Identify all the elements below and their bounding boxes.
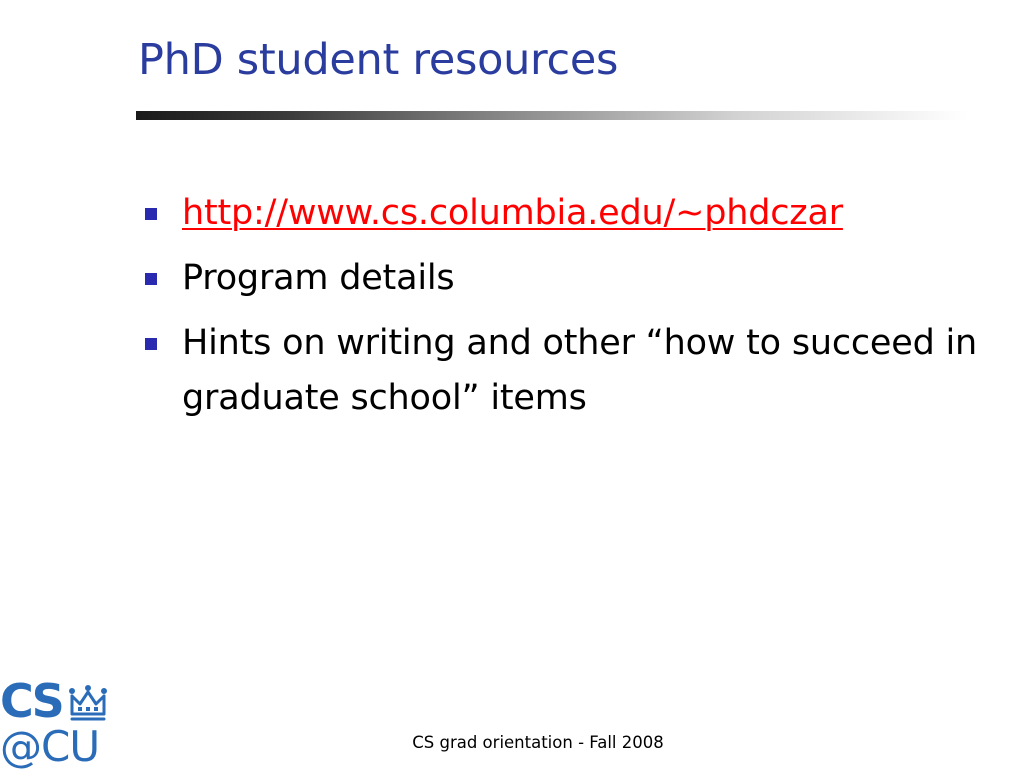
bullet-item-program-details — [145, 251, 1005, 306]
cs-columbia-logo — [0, 674, 112, 771]
square-bullet-icon — [145, 273, 157, 285]
slide-title: PhD student resources — [138, 35, 619, 85]
bullet-text: Program details — [182, 258, 455, 298]
phdczar-link[interactable]: http://www.cs.columbia.edu/~phdczar — [182, 193, 843, 233]
logo-cs-text: CS — [0, 674, 62, 728]
bullet-item-writing-hints — [145, 316, 1005, 426]
bullet-item-link — [145, 186, 1005, 241]
slide-footer: CS grad orientation - Fall 2008 — [412, 733, 664, 752]
title-underline-rule — [136, 111, 968, 120]
square-bullet-icon — [145, 208, 157, 220]
columbia-crown-icon — [66, 684, 110, 724]
logo-cu-text: @CU — [0, 722, 100, 771]
bullet-text: Hints on writing and other “how to succeed in graduate school” items — [182, 323, 978, 418]
bullet-list — [145, 186, 1005, 436]
square-bullet-icon — [145, 338, 157, 350]
